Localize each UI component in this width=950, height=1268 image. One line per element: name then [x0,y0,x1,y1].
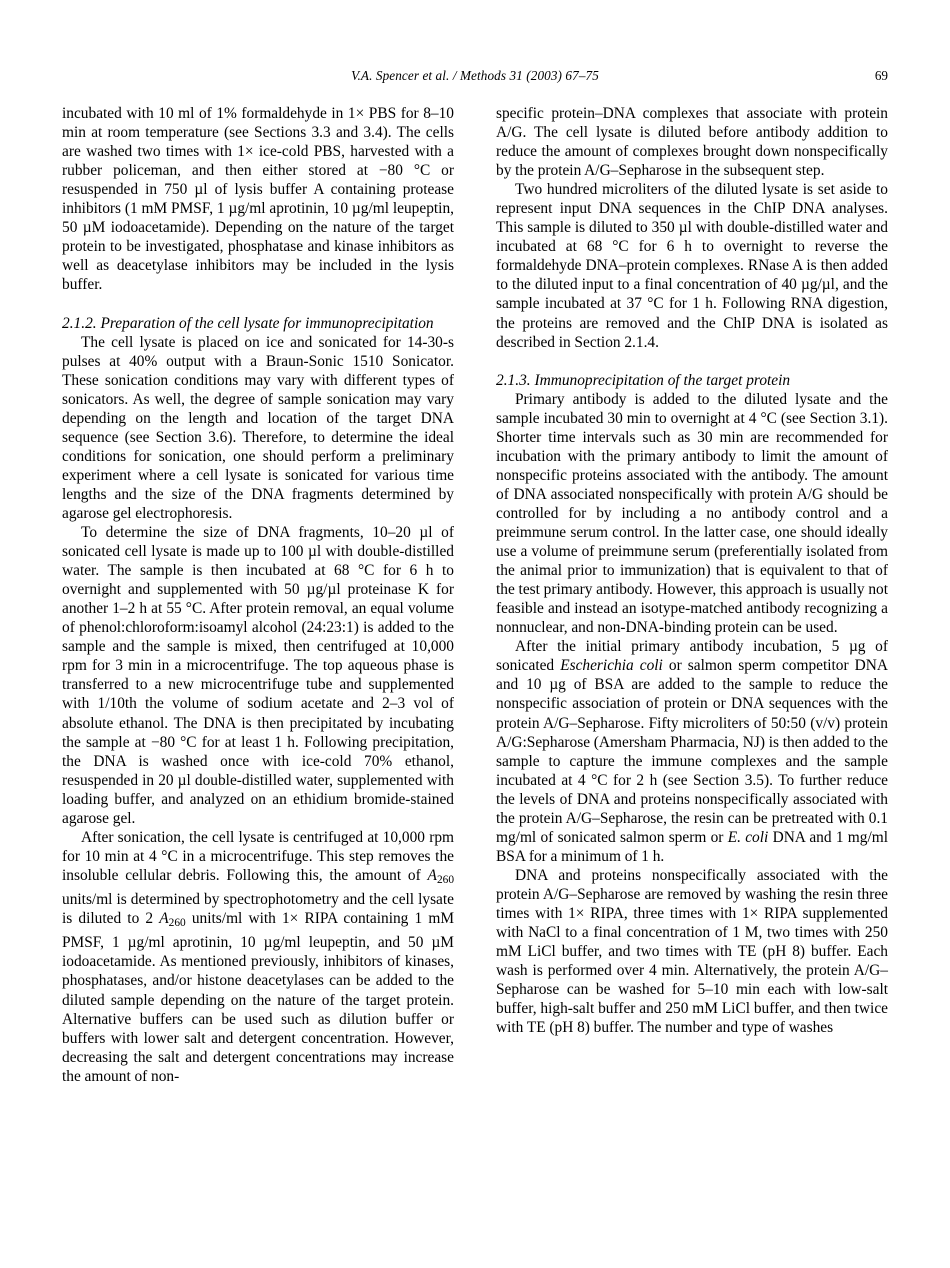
running-head-title: V.A. Spencer et al. / Methods 31 (2003) 67–75 [351,68,599,83]
left-column [62,104,454,1224]
body-paragraph: DNA and proteins nonspecifically associated with the protein A/G–Sepharose are removed by washing the resin three times with 1× RIPA, three times with 1× RIPA supplemented with NaCl to a final concentration of 1 M, two times with 250 mM LiCl buffer, and two times with TE (pH 8) buffer. Each wash is performed over 4 min. Alternatively, the protein A/G–Sepharose can be washed for 5–10 min each with low-salt buffer, high-salt buffer and 250 mM LiCl buffer, and then twice with TE (pH 8) buffer. The number and type of washes [496,866,888,1037]
body-paragraph: After sonication, the cell lysate is centrifuged at 10,000 rpm for 10 min at 4 °C in a microcentrifuge. This step removes the insoluble cellular debris. Following this, the amount of $A_{260}$ units/ml is determined by spectrophotometry and the cell lysate is diluted to 2 $A_{260}$ units/ml with 1× RIPA containing 1 mM PMSF, 1 µg/ml aprotinin, 10 µg/ml leupeptin, and 50 µM iodoacetamide. As mentioned previously, inhibitors of kinases, phosphatases, and/or histone deacetylases can be added to the diluted sample depending on the nature of the target protein. Alternative buffers can be used such as dilution buffer or buffers with lower salt and detergent concentration. However, decreasing the salt and detergent concentrations may increase the amount of non- [62,828,455,1085]
body-paragraph: Primary antibody is added to the diluted lysate and the sample incubated 30 min to overnight at 4 °C (see Section 3.1). Shorter time intervals such as 30 min are recommended for incubation with the primary antibody to limit the amount of nonspecific proteins associated with the antibody. The amount of DNA associated nonspecifically with protein A/G should be controlled for by including a no antibody control and a preimmune serum control. In the latter case, one should ideally use a volume of preimmune serum (preferentially isolated from the animal prior to immunization) that is equivalent to that of the test primary antibody. However, this approach is usually not feasible and instead an isotype-matched antibody recognizing a nonnuclear, and non-DNA-binding protein can be used. [496,390,888,637]
body-paragraph: To determine the size of DNA fragments, 10–20 µl of sonicated cell lysate is made up to 100 µl with double-distilled water. The sample is then incubated at 68 °C for 6 h to overnight and supplemented with 50 µg/µl proteinase K for another 1–2 h at 55 °C. After protein removal, an equal volume of phenol:chloroform:isoamyl alcohol (24:23:1) is added to the sample and the sample is mixed, then centrifuged at 10,000 rpm for 3 min in a microcentrifuge. The top aqueous phase is transferred to a new microcentrifuge tube and supplemented with 1/10th the volume of sodium acetate and 2–3 vol of absolute ethanol. The DNA is then precipitated by incubating the sample at −80 °C for at least 1 h. Following precipitation, the DNA is washed once with ice-cold 70% ethanol, resuspended in 20 µl double-distilled water, supplemented with loading buffer, and analyzed on an ethidium bromide-stained agarose gel. [62,524,454,827]
body-paragraph: incubated with 10 ml of 1% formaldehyde in 1× PBS for 8–10 min at room temperature (see Sections 3.3 and 3.4). The cells are washed two times with 1× ice-cold PBS, harvested with a rubber policeman, and then either stored at −80 °C or resuspended in 750 µl of lysis buffer A containing protease inhibitors (1 mM PMSF, 1 µg/ml aprotinin, 10 µg/ml leupeptin, 50 µM iodoacetamide). Depending on the nature of the target protein to be investigated, phosphatase and kinase inhibitors as well as deacetylase inhibitors may be included in the lysis buffer. [62,105,454,294]
body-paragraph: The cell lysate is placed on ice and sonicated for 14-30-s pulses at 40% output with a Braun-Sonic 1510 Sonicator. These sonication conditions may vary with different types of sonicators. As well, the degree of sample sonication may vary depending on the length and location of the target DNA sequence (see Section 3.6). Therefore, to determine the ideal conditions for sonication, one should perform a preliminary experiment where a cell lysate is sonicated for various time lengths and the size of the DNA fragments determined by agarose gel electrophoresis. [62,333,454,522]
body-paragraph: Two hundred microliters of the diluted lysate is set aside to represent input DNA sequences in the ChIP DNA analyses. This sample is diluted to 350 µl with double-distilled water and incubated at 68 °C for 6 h to overnight to reverse the formaldehyde DNA–protein complexes. RNase A is then added to the diluted input to a final concentration of 40 µg/µl, and the sample incubated at 37 °C for 1 h. Following RNA digestion, the proteins are removed and the ChIP DNA is isolated as described in Section 2.1.4. [496,181,888,351]
body-paragraph: After the initial primary antibody incubation, 5 µg of sonicated Escherichia coli or salmon sperm competitor DNA and 10 µg of BSA are added to the sample to reduce the nonspecific association of protein or DNA sequences with the protein A/G–Sepharose. Fifty microliters of 50:50 (v/v) protein A/G:Sepharose (Amersham Pharmacia, NJ) is then added to the sample to capture the immune complexes and the sample incubated at 4 °C for 2 h (see Section 3.5). To further reduce the levels of DNA and proteins nonspecifically associated with the protein A/G–Sepharose, the resin can be pretreated with 0.1 mg/ml of sonicated salmon sperm or E. coli DNA and 1 mg/ml BSA for a minimum of 1 h. [496,638,889,865]
two-column-body [62,104,888,1224]
page-number: 69 [874,68,888,83]
body-paragraph: specific protein–DNA complexes that associate with protein A/G. The cell lysate is diluted before antibody addition to reduce the amount of complexes brought down nonspecifically by the protein A/G–Sepharose in the subsequent step. [496,105,888,180]
section-heading: 2.1.3. Immunoprecipitation of the target protein [496,371,791,389]
right-column [496,104,888,1224]
section-heading: 2.1.2. Preparation of the cell lysate for immunoprecipitation [62,314,434,332]
running-head [62,68,888,88]
